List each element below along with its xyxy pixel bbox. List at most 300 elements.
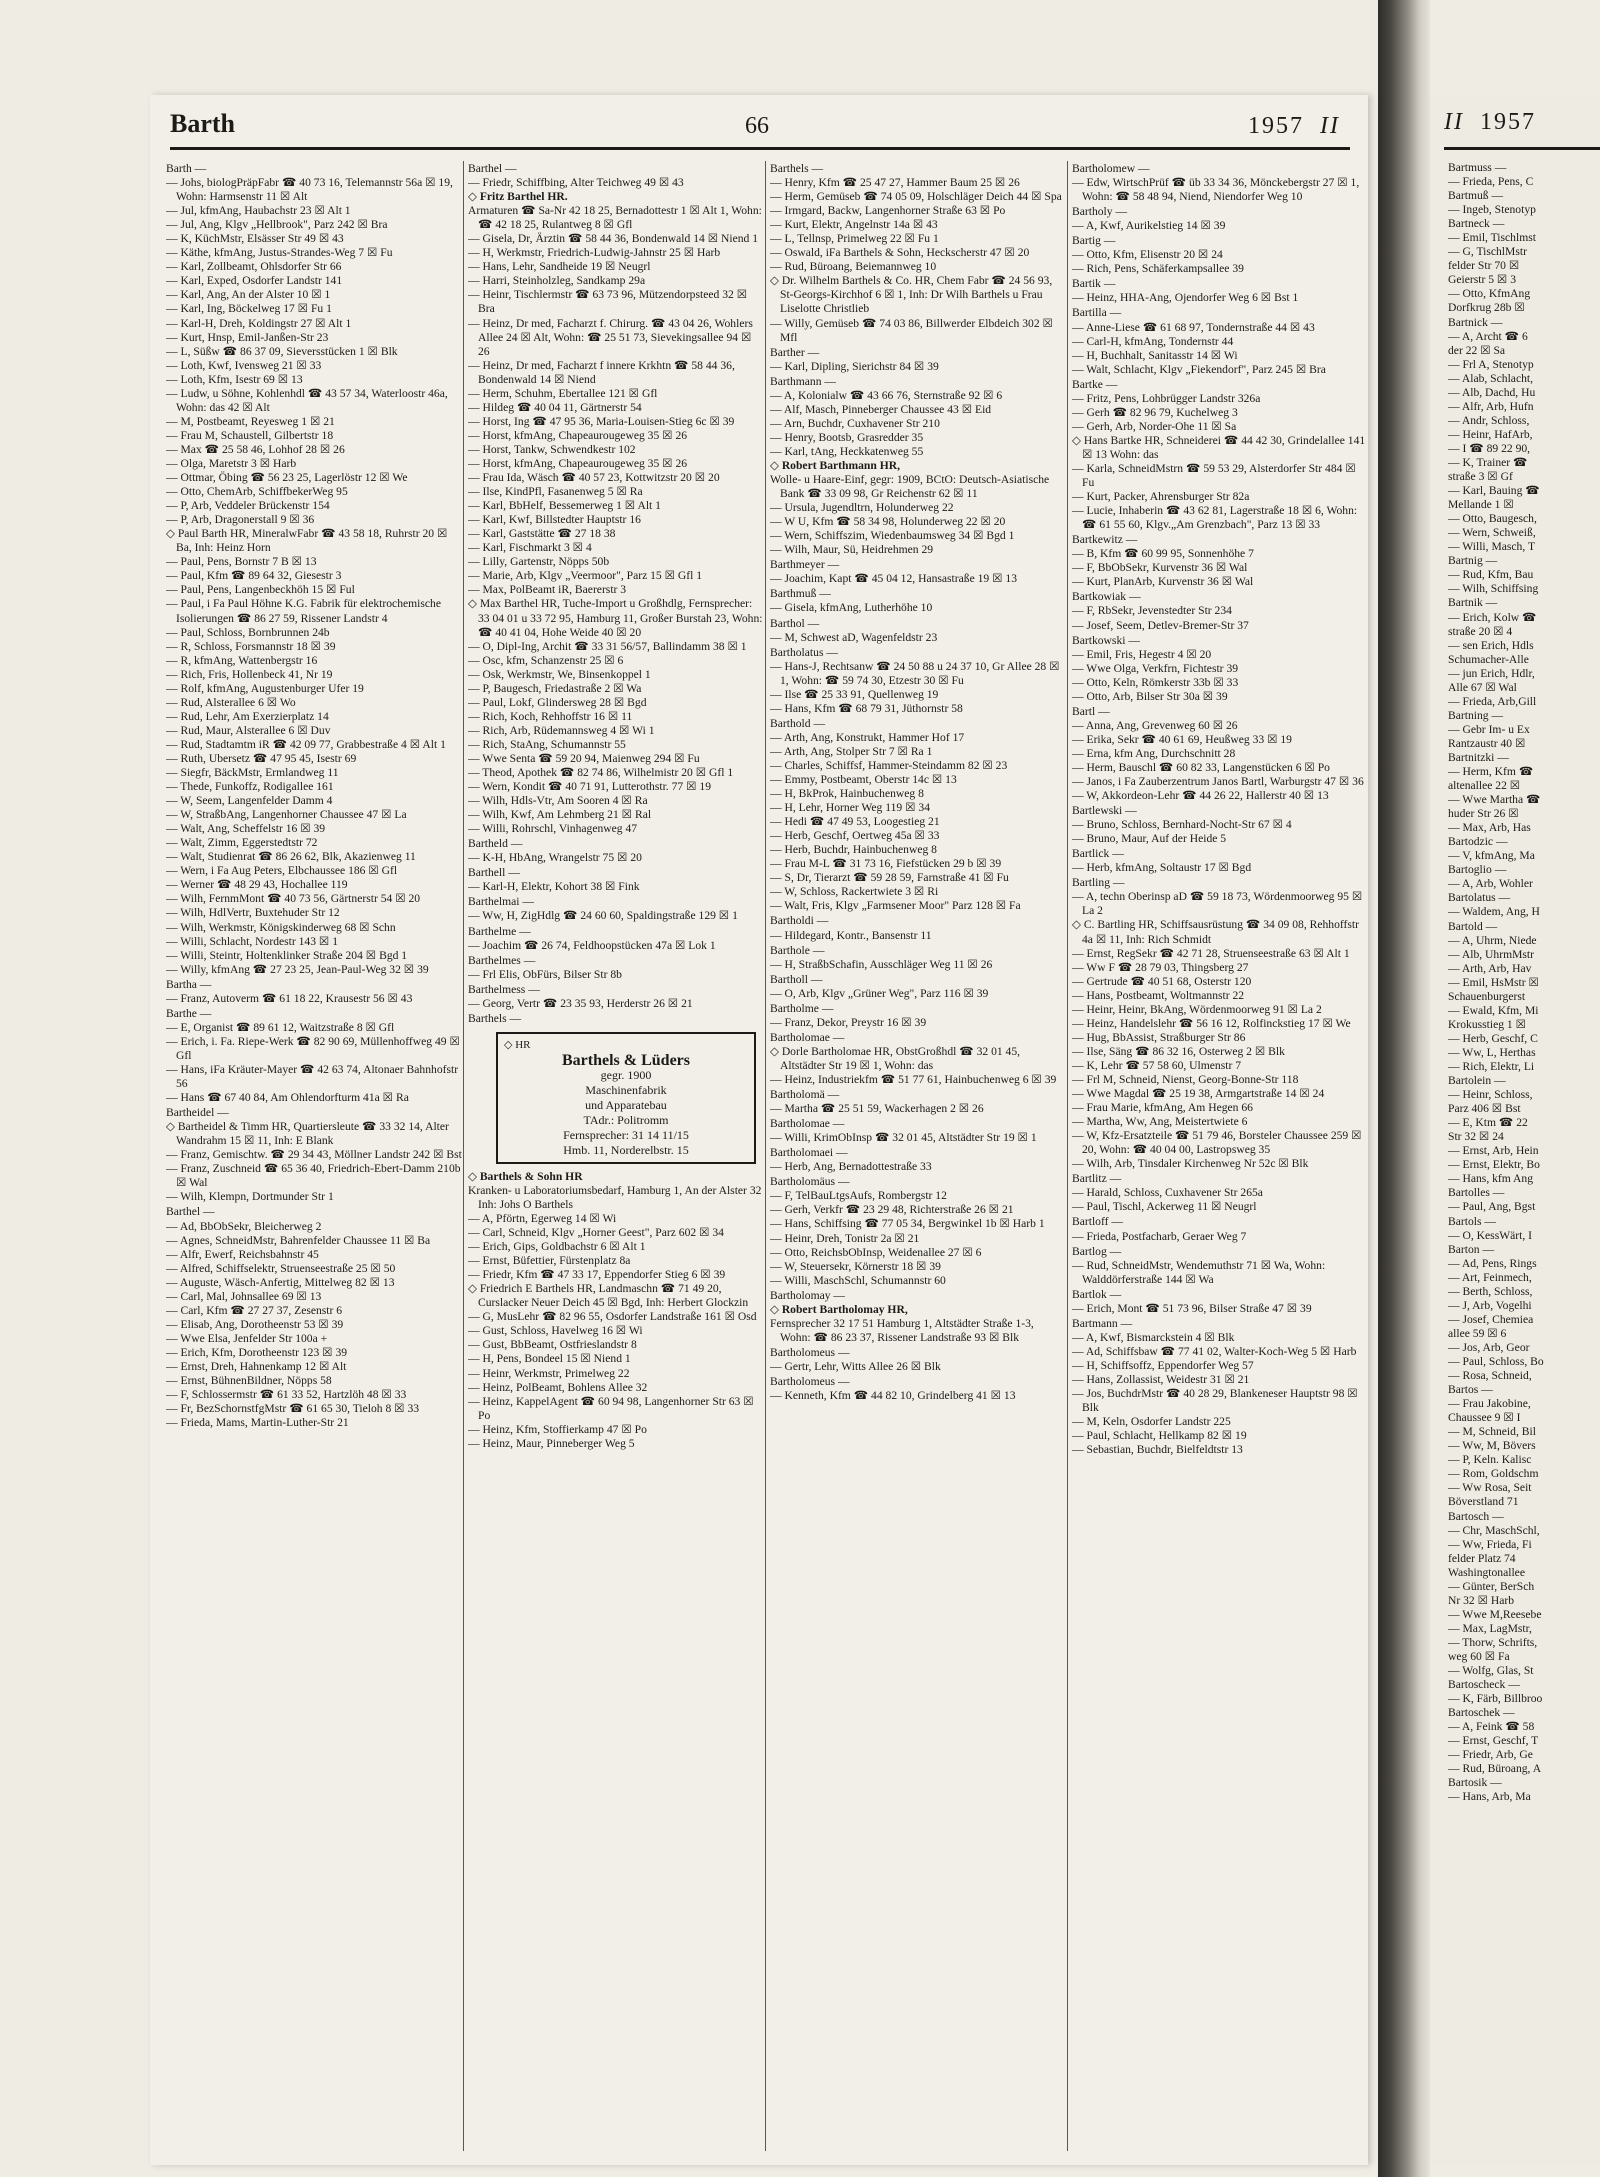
directory-entry: — Auguste, Wäsch-Anfertig, Mittelweg 82 ☒ 13 <box>166 1275 395 1289</box>
directory-entry: — Erich, Gips, Goldbachstr 6 ☒ Alt 1 <box>468 1240 646 1254</box>
right-entry: Bartnick — <box>1448 315 1503 329</box>
directory-entry: — Heinz, Dr med, Facharzt f. Chirurg. ☎ 43 04 26, Wohlers Allee 24 ☒ Alt, Wohn: ☎ 25 51 73, Sievekingsallee 94 ☒ 26 <box>468 316 753 358</box>
advertisement-box <box>496 1032 756 1164</box>
directory-entry: — Ludw, u Söhne, Kohlenhdl ☎ 43 57 34, Waterloostr 46a, Wohn: das 42 ☒ Alt <box>166 386 448 414</box>
directory-entry: — Alf, Masch, Pinneberger Chaussee 43 ☒ Eid <box>770 402 992 416</box>
directory-entry: — A, Kolonialw ☎ 43 66 76, Sternstraße 92 ☒ 6 <box>770 388 1003 402</box>
right-entry: — Emil, Tischlmst <box>1448 231 1536 245</box>
header-year-volume <box>1248 113 1340 140</box>
directory-entry: — Hans, Kfm ☎ 68 79 31, Jüthornstr 58 <box>770 701 963 715</box>
right-entry: — Rud, Büroang, A <box>1448 1762 1542 1776</box>
directory-entry: — Alfred, Schiffselektr, Struenseestraße 25 ☒ 50 <box>166 1261 396 1275</box>
directory-entry: — Paul, Tischl, Ackerweg 11 ☒ Neugrl <box>1072 1200 1257 1214</box>
directory-entry: — E, Organist ☎ 89 61 12, Waitzstraße 8 ☒ Gfl <box>166 1020 395 1034</box>
directory-entry: — Wilh, Hdls-Vtr, Am Sooren 4 ☒ Ra <box>468 794 648 808</box>
directory-entry: — Bruno, Schloss, Bernhard-Nocht-Str 67 ☒ 4 <box>1072 818 1292 832</box>
surname-heading: Barthe — <box>166 1006 212 1020</box>
surname-heading: Barthelmes — <box>468 953 536 967</box>
right-entry: Dorfkrug 28b ☒ <box>1448 301 1525 315</box>
right-entry: — A, Arb, Wohler <box>1448 877 1533 891</box>
right-entry: — Willi, Masch, T <box>1448 540 1536 554</box>
right-entry: — G, TischlMstr <box>1448 245 1527 259</box>
right-entry: — V, kfmAng, Ma <box>1448 849 1535 863</box>
right-entry: Bartnig — <box>1448 554 1498 568</box>
ad-line: und Apparatebau <box>585 1097 667 1112</box>
directory-entry: — W, Kfz-Ersatzteile ☎ 51 79 46, Borsteler Chaussee 259 ☒ 20, Wohn: ☎ 40 04 00, Lastropsweg 35 <box>1072 1129 1362 1157</box>
directory-entry: — Rud, Alsterallee 6 ☒ Wo <box>166 695 296 709</box>
directory-entry: — Erich, Mont ☎ 51 73 96, Bilser Straße 47 ☒ 39 <box>1072 1301 1312 1315</box>
directory-entry: — H, StraßbSchafin, Ausschläger Weg 11 ☒ 26 <box>770 957 993 971</box>
right-entry: Bartoglio — <box>1448 863 1507 877</box>
right-entry: — Paul, Ang, Bgst <box>1448 1200 1536 1214</box>
directory-entry: — Karl, BbHelf, Bessemerweg 1 ☒ Alt 1 <box>468 499 661 513</box>
directory-entry: — A, Kwf, Bismarckstein 4 ☒ Blk <box>1072 1330 1235 1344</box>
directory-entry: — Carl, Mal, Johnsallee 69 ☒ 13 <box>166 1289 322 1303</box>
right-entry: — Ww Rosa, Seit <box>1448 1481 1532 1495</box>
directory-entry: — Rich, Pens, Schäferkampsallee 39 <box>1072 262 1244 276</box>
directory-entry: — O, Dipl-Ing, Archit ☎ 33 31 56/57, Ballindamm 38 ☒ 1 <box>468 639 747 653</box>
directory-entry: — F, RbSekr, Jevenstedter Str 234 <box>1072 604 1232 618</box>
directory-entry: — Herm, Gemüseb ☎ 74 05 09, Holschläger Deich 44 ☒ Spa <box>770 190 1062 204</box>
directory-entry: — Heinr, Tischlermstr ☎ 63 73 96, Mützendorpsteed 32 ☒ Bra <box>468 288 748 316</box>
ad-line: TAdr.: Politromm <box>583 1112 669 1127</box>
directory-entry: — H, Schiffsoffz, Eppendorfer Weg 57 <box>1072 1358 1254 1372</box>
directory-entry: — Heinz, Dr med, Facharzt f innere Krkhtn ☎ 58 44 36, Bondenwald 14 ☒ Niend <box>468 358 735 386</box>
directory-entry: — Agnes, SchneidMstr, Bahrenfelder Chaussee 11 ☒ Ba <box>166 1233 431 1247</box>
directory-entry: — Walt, Studienrat ☎ 86 26 62, Blk, Akazienweg 11 <box>166 850 416 864</box>
directory-entry: — Frau Marie, kfmAng, Am Hegen 66 <box>1072 1101 1253 1115</box>
right-entry: — Ernst, Arb, Hein <box>1448 1144 1539 1158</box>
directory-entry: Armaturen ☎ Sa-Nr 42 18 25, Bernadottestr 1 ☒ Alt 1, Wohn: ☎ 42 18 25, Rulantweg 8 ☒ Gfl <box>468 204 762 232</box>
right-entry: huder Str 26 ☒ <box>1448 807 1519 821</box>
directory-entry: — Janos, i Fa Zauberzentrum Janos Bartl, Warburgstr 47 ☒ 36 <box>1072 775 1364 789</box>
directory-entry: — Anne-Liese ☎ 61 68 97, Tondernstraße 44 ☒ 43 <box>1072 320 1315 334</box>
page-number: 66 <box>745 113 769 139</box>
column-1 <box>166 161 462 2151</box>
surname-heading: Bartlitz — <box>1072 1172 1122 1186</box>
directory-entry: — Fritz, Pens, Lohbrügger Landstr 326a <box>1072 391 1261 405</box>
right-entry: — Ww, L, Herthas <box>1448 1045 1536 1059</box>
directory-entry: — Karl, Zollbeamt, Ohlsdorfer Str 66 <box>166 260 342 274</box>
right-page-header <box>1444 109 1536 136</box>
directory-entry: ◇ Friedrich E Barthels HR, Landmaschn ☎ 71 49 20, Curslacker Neuer Deich 45 ☒ Bgd, Inh: Herbert Glockzin <box>468 1282 749 1310</box>
directory-entry: — Heinr, Werkmstr, Primelweg 22 <box>468 1366 630 1380</box>
surname-heading: Barthel — <box>166 1205 215 1219</box>
directory-entry: Fernsprecher 32 17 51 Hamburg 1, Altstädter Straße 1-3, Wohn: ☎ 86 23 37, Rissener Landstraße 93 ☒ Blk <box>770 1316 1034 1344</box>
right-entry: Barton — <box>1448 1242 1495 1256</box>
directory-entry: — Heinz, PolBeamt, Bohlens Allee 32 <box>468 1380 648 1394</box>
right-entry: — Thorw, Schrifts, <box>1448 1635 1538 1649</box>
directory-entry: — Martha ☎ 25 51 59, Wackerhagen 2 ☒ 26 <box>770 1102 984 1116</box>
right-entry: weg 60 ☒ Fa <box>1448 1649 1510 1663</box>
right-entry: Str 32 ☒ 24 <box>1448 1130 1504 1144</box>
surname-heading: Bartmann — <box>1072 1316 1133 1330</box>
right-entry: — Wolfg, Glas, St <box>1448 1664 1534 1678</box>
directory-entry: — Oswald, iFa Barthels & Sohn, Heckscherstr 47 ☒ 20 <box>770 246 1030 260</box>
directory-entry: — Käthe, kfmAng, Justus-Strandes-Weg 7 ☒ Fu <box>166 246 393 260</box>
directory-entry: — Wilh, Kwf, Am Lehmberg 21 ☒ Ral <box>468 808 652 822</box>
directory-entry: — Werner ☎ 48 29 43, Hochallee 119 <box>166 878 348 892</box>
directory-entry: — Frl M, Schneid, Nienst, Georg-Bonne-Str 118 <box>1072 1073 1299 1086</box>
right-entry: — Berth, Schloss, <box>1448 1284 1533 1298</box>
directory-entry: — Willi, KrimObInsp ☎ 32 01 45, Altstädter Str 19 ☒ 1 <box>770 1131 1037 1145</box>
surname-heading: Bartholomay — <box>770 1288 846 1302</box>
right-entry: — Otto, Baugesch, <box>1448 512 1537 526</box>
directory-entry: — Rich, StaAng, Schumannstr 55 <box>468 737 626 751</box>
directory-entry: — Walt, Zimm, Eggerstedtstr 72 <box>166 836 318 850</box>
right-entry: Nr 32 ☒ Harb <box>1448 1593 1515 1607</box>
directory-entry: — Heinr, Heinr, BkAng, Wördenmoorweg 91 ☒ La 2 <box>1072 1002 1322 1016</box>
directory-entry: — Charles, Schiffsf, Hammer-Steindamm 82 ☒ 23 <box>770 758 1008 772</box>
right-entry: Bartolatus — <box>1448 891 1511 905</box>
directory-entry: — Hans, Lehr, Sandheide 19 ☒ Neugrl <box>468 260 651 274</box>
directory-entry: ◇ C. Bartling HR, Schiffsausrüstung ☎ 34 09 08, Rehhoffstr 4a ☒ 11, Inh: Rich Schmidt <box>1072 918 1360 946</box>
directory-entry: — Ottmar, Öbing ☎ 56 23 25, Lagerlöstr 12 ☒ We <box>166 471 408 485</box>
directory-entry: — Ruth, Ubersetz ☎ 47 95 45, Isestr 69 <box>166 751 357 765</box>
directory-entry: — Johs, biologPräpFabr ☎ 40 73 16, Telemannstr 56a ☒ 19, Wohn: Harmsenstr 11 ☒ Alt <box>166 176 453 204</box>
directory-entry: — Otto, Arb, Bilser Str 30a ☒ 39 <box>1072 689 1228 703</box>
directory-entry: — Paul, i Fa Paul Höhne K.G. Fabrik für elektrochemische Isolierungen ☎ 86 27 59, Rissener Landstr 4 <box>166 597 441 625</box>
right-entry: — Wwe M,Reesebe <box>1448 1607 1542 1621</box>
right-entry: Bartmuß — <box>1448 189 1504 203</box>
surname-heading: Bartholdi — <box>770 914 829 928</box>
right-entry: — A, Archt ☎ 6 <box>1448 329 1528 343</box>
right-entry: — Hans, kfm Ang <box>1448 1172 1534 1186</box>
directory-entry: — Kurt, Hnsp, Emil-Janßen-Str 23 <box>166 330 329 344</box>
directory-entry: — Wwe Olga, Verkfrn, Fichtestr 39 <box>1072 661 1239 675</box>
directory-entry: — Franz, Dekor, Preystr 16 ☒ 39 <box>770 1015 927 1029</box>
directory-entry: ◇ Barthels & Sohn HR <box>468 1169 583 1183</box>
right-entry: — Herm, Kfm ☎ <box>1448 765 1534 779</box>
column-2 <box>468 161 764 2151</box>
right-entry: — Ewald, Kfm, Mi <box>1448 1003 1539 1017</box>
directory-entry: — Marie, Arb, Klgv „Veermoor", Parz 15 ☒ Gfl 1 <box>468 569 703 583</box>
directory-entry: — Paul, Schloss, Bornbrunnen 24b <box>166 625 330 639</box>
right-entry: — Max, Arb, Has <box>1448 821 1531 835</box>
right-entry: — Alb, UhrmMstr <box>1448 947 1534 961</box>
directory-entry: — Karl, Exped, Osdorfer Landstr 141 <box>166 274 343 288</box>
directory-entry: — Henry, Kfm ☎ 25 47 27, Hammer Baum 25 ☒ 26 <box>770 176 1020 190</box>
right-entry: Schumacher-Alle <box>1448 652 1529 666</box>
surname-heading: Bartholomew — <box>1072 162 1150 175</box>
directory-entry: — Erna, kfm Ang, Durchschnitt 28 <box>1072 746 1236 760</box>
directory-entry: — W, StraßbAng, Langenhorner Chaussee 47 ☒ La <box>166 808 407 822</box>
directory-entry: — Josef, Seem, Detlev-Bremer-Str 37 <box>1072 618 1249 632</box>
directory-entry: — Ilse, KindPfl, Fasanenweg 5 ☒ Ra <box>468 485 643 499</box>
right-entry: — Friedr, Arb, Ge <box>1448 1748 1533 1762</box>
surname-heading: Bartholomae — <box>770 1117 845 1131</box>
surname-heading: Barthels — <box>770 162 824 175</box>
directory-entry: — Ilse, Säng ☎ 86 32 16, Osterweg 2 ☒ Blk <box>1072 1044 1285 1058</box>
directory-entry: ◇ Hans Bartke HR, Schneiderei ☎ 44 42 30, Grindelallee 141 ☒ 13 Wohn: das <box>1072 433 1366 461</box>
directory-entry: — Karl-H, Dreh, Koldingstr 27 ☒ Alt 1 <box>166 316 352 330</box>
right-entry: Bartnik — <box>1448 596 1498 610</box>
surname-heading: Bartloff — <box>1072 1215 1123 1229</box>
directory-entry: — Erich, Kfm, Dorotheenstr 123 ☒ 39 <box>166 1345 348 1359</box>
directory-entry: — K, KüchMstr, Elsässer Str 49 ☒ 43 <box>166 232 344 246</box>
right-entry: — O, KessWärt, I <box>1448 1228 1533 1242</box>
right-entry: Alle 67 ☒ Wal <box>1448 680 1517 694</box>
right-entry: — sen Erich, Hdls <box>1448 638 1534 652</box>
directory-entry: ◇ Robert Barthmann HR, <box>770 458 901 472</box>
surname-heading: Bartholomeus — <box>770 1345 850 1359</box>
right-entry: — Heinr, HafArb, <box>1448 427 1533 441</box>
right-entry: — Herb, Geschf, C <box>1448 1031 1538 1045</box>
directory-entry: — Rud, Büroang, Beiemannweg 10 <box>770 260 937 274</box>
directory-entry: ◇ Paul Barth HR, MineralwFabr ☎ 43 58 18, Ruhrstr 20 ☒ Ba, Inh: Heinz Horn <box>166 527 448 555</box>
right-entry: Bartosik — <box>1448 1776 1502 1790</box>
ad-line: Maschinenfabrik <box>585 1082 667 1097</box>
directory-entry: — Frieda, Mams, Martin-Luther-Str 21 <box>166 1416 349 1430</box>
directory-entry: — Thede, Funkoffz, Rodigallee 161 <box>166 780 334 794</box>
directory-entry: — F, BbObSekr, Kurvenstr 36 ☒ Wal <box>1072 561 1248 575</box>
directory-entry: — Rud, Stadtamtm iR ☎ 42 09 77, Grabbestraße 4 ☒ Alt 1 <box>166 737 446 751</box>
right-entry: Böverstland 71 <box>1448 1495 1519 1509</box>
surname-heading: Bartholomeus — <box>770 1374 850 1388</box>
directory-entry: — Hildeg ☎ 40 04 11, Gärtnerstr 54 <box>468 400 642 414</box>
directory-entry: ◇ Dorle Bartholomae HR, ObstGroßhdl ☎ 32 01 45, Altstädter Str 19 ☒ 1, Wohn: das <box>770 1044 1021 1072</box>
directory-entry: — Heinz, KappelAgent ☎ 60 94 98, Langenhorner Str 63 ☒ Po <box>468 1394 754 1422</box>
directory-entry: — W, Akkordeon-Lehr ☎ 44 26 22, Hallerstr 40 ☒ 13 <box>1072 789 1329 803</box>
directory-entry: — Max ☎ 25 58 46, Lohhof 28 ☒ 26 <box>166 442 345 456</box>
directory-entry: — Erika, Sekr ☎ 40 61 69, Heußweg 33 ☒ 19 <box>1072 732 1292 746</box>
surname-heading: Barthels — <box>468 1011 522 1025</box>
directory-entry: — W, Schloss, Rackertwiete 3 ☒ Ri <box>770 885 939 899</box>
directory-entry: — Lilly, Gartenstr, Nöpps 50b <box>468 555 610 569</box>
right-entry: Bartnitzki — <box>1448 750 1509 764</box>
directory-entry: — Wwe Senta ☎ 59 20 94, Maienweg 294 ☒ Fu <box>468 751 700 765</box>
surname-heading: Bartke — <box>1072 377 1118 391</box>
right-entry: — Ad, Pens, Rings <box>1448 1256 1537 1270</box>
directory-page-right <box>1430 95 1600 2165</box>
directory-entry: — Hans, iFa Kräuter-Mayer ☎ 42 63 74, Altonaer Bahnhofstr 56 <box>166 1063 459 1091</box>
directory-entry: — Max, PolBeamt iR, Baererstr 3 <box>468 583 627 597</box>
directory-entry: — Gisela, Dr, Ärztin ☎ 58 44 36, Bondenwald 14 ☒ Niend 1 <box>468 232 759 246</box>
header-surname: Barth <box>170 109 235 138</box>
directory-entry: — Herb, Geschf, Oertweg 45a ☒ 33 <box>770 829 940 843</box>
directory-entry: — W U, Kfm ☎ 58 34 98, Holunderweg 22 ☒ 20 <box>770 515 1006 529</box>
right-entry: — Jos, Arb, Geor <box>1448 1340 1530 1354</box>
surname-heading: Bartholomaei — <box>770 1146 848 1160</box>
right-entry: — Hans, Arb, Ma <box>1448 1790 1531 1804</box>
right-entry: felder Str 70 ☒ <box>1448 259 1520 273</box>
directory-entry: — H, BkProk, Hainbuchenweg 8 <box>770 787 924 801</box>
directory-entry: — Rich, Koch, Rehhoffstr 16 ☒ 11 <box>468 709 633 723</box>
directory-entry: — Walt, Fris, Klgv „Farmsener Moor" Parz 128 ☒ Fa <box>770 899 1021 913</box>
directory-entry: — Ad, Schiffsbaw ☎ 77 41 02, Walter-Koch-Weg 5 ☒ Harb <box>1072 1344 1357 1358</box>
directory-entry: — Carl-H, kfmAng, Tondernstr 44 <box>1072 334 1234 348</box>
directory-entry: — Georg, Vertr ☎ 23 35 93, Herderstr 26 ☒ 21 <box>468 996 693 1010</box>
directory-entry: — Gertrude ☎ 40 51 68, Osterstr 120 <box>1072 974 1252 988</box>
right-entry: Bartols — <box>1448 1214 1496 1228</box>
right-entry: — Paul, Schloss, Bo <box>1448 1354 1544 1368</box>
directory-entry: — Wilh, HdlVertr, Buxtehuder Str 12 <box>166 906 340 920</box>
directory-entry: — Hans, Postbeamt, Woltmannstr 22 <box>1072 988 1245 1002</box>
ad-line: Fernsprecher: 31 14 11/15 <box>563 1127 689 1142</box>
directory-entry: — F, TelBauLtgsAufs, Rombergstr 12 <box>770 1189 947 1203</box>
directory-entry: — Fr, BezSchornstfgMstr ☎ 61 65 30, Tieloh 8 ☒ 33 <box>166 1402 420 1416</box>
surname-heading: Bartling — <box>1072 876 1125 890</box>
directory-entry: — Herm, Schuhm, Ebertallee 121 ☒ Gfl <box>468 386 658 400</box>
right-entry: — Josef, Chemiea <box>1448 1312 1534 1326</box>
surname-heading: Barthelme — <box>468 924 531 938</box>
directory-entry: — Otto, Kfm, Elisenstr 20 ☒ 24 <box>1072 248 1223 262</box>
directory-entry: ◇ Bartheidel & Timm HR, Quartiersleute ☎ 33 32 14, Alter Wandrahm 15 ☒ 11, Inh: E Blank <box>166 1120 449 1148</box>
directory-entry: — Karla, SchneidMstrn ☎ 59 53 29, Alsterdorfer Str 484 ☒ Fu <box>1072 461 1356 490</box>
directory-entry: — Karl, Ang, An der Alster 10 ☒ 1 <box>166 288 331 302</box>
directory-entry: — Franz, Autoverm ☎ 61 18 22, Krausestr 56 ☒ 43 <box>166 991 413 1005</box>
right-entry: — Ernst, Elektr, Bo <box>1448 1158 1540 1172</box>
directory-entry: — Paul, Pens, Langenbeckhöh 15 ☒ Ful <box>166 583 355 597</box>
directory-entry: — Heinr, Dreh, Tonistr 2a ☒ 21 <box>770 1231 920 1245</box>
directory-entry: — Heinz, Industriekfm ☎ 51 77 61, Hainbuchenweg 6 ☒ 39 <box>770 1073 1057 1086</box>
directory-entry: — R, Schloss, Forsmannstr 18 ☒ 39 <box>166 639 336 653</box>
directory-entry: — Paul, Kfm ☎ 89 64 32, Giesestr 3 <box>166 569 342 583</box>
directory-entry: — Osc, kfm, Schanzenstr 25 ☒ 6 <box>468 653 624 667</box>
directory-entry: — Hans, Zollassist, Weidestr 31 ☒ 21 <box>1072 1372 1250 1386</box>
directory-entry: — Ernst, BühnenBildner, Nöpps 58 <box>166 1374 332 1388</box>
directory-entry: — Hans-J, Rechtsanw ☎ 24 50 88 u 24 37 10, Gr Allee 28 ☒ 1, Wohn: ☎ 59 74 30, Etzestr 30 ☒ Fu <box>770 659 1060 687</box>
surname-heading: Bartig — <box>1072 234 1116 248</box>
surname-heading: Bartholomä — <box>770 1088 840 1102</box>
surname-heading: Barthold — <box>770 716 826 730</box>
page-header <box>170 105 1350 150</box>
right-entry: straße 20 ☒ 4 <box>1448 624 1513 638</box>
right-entry: — Ingeb, Stenotyp <box>1448 203 1536 217</box>
directory-entry: — Heinz, Kfm, Stoffierkamp 47 ☒ Po <box>468 1422 647 1436</box>
right-entry: allee 59 ☒ 6 <box>1448 1326 1507 1340</box>
directory-entry: — Ernst, Dreh, Hahnenkamp 12 ☒ Alt <box>166 1359 347 1373</box>
directory-entry: — Gisela, kfmAng, Lutherhöhe 10 <box>770 601 933 615</box>
directory-entry: — Paul, Schlacht, Hellkamp 82 ☒ 19 <box>1072 1429 1247 1443</box>
right-entry: Bartos — <box>1448 1383 1493 1397</box>
surname-heading: Barth — <box>166 162 207 175</box>
directory-entry: — Joachim ☎ 26 74, Feldhoopstücken 47a ☒ Lok 1 <box>468 938 716 952</box>
directory-entry: — Carl, Kfm ☎ 27 27 37, Zesenstr 6 <box>166 1303 343 1317</box>
right-entry: — Rom, Goldschm <box>1448 1467 1539 1481</box>
directory-entry: — H, Pens, Bondeel 15 ☒ Niend 1 <box>468 1352 631 1366</box>
right-entry: — J, Arb, Vogelhi <box>1448 1298 1532 1312</box>
directory-entry: — Loth, Kwf, Ivensweg 21 ☒ 33 <box>166 358 322 372</box>
right-entry: — Arth, Arb, Hav <box>1448 961 1532 975</box>
surname-heading: Bartkewitz — <box>1072 533 1138 547</box>
directory-entry: — M, Keln, Osdorfer Landstr 225 <box>1072 1415 1231 1429</box>
right-entry: Geierstr 5 ☒ 3 <box>1448 273 1517 287</box>
directory-entry: — O, Arb, Klgv „Grüner Weg", Parz 116 ☒ 39 <box>770 986 989 1000</box>
directory-entry: — A, Pförtn, Egerweg 14 ☒ Wi <box>468 1212 617 1225</box>
directory-entry: — F, Schlossermstr ☎ 61 33 52, Hartzlöh 48 ☒ 33 <box>166 1388 407 1402</box>
directory-entry: — Wwe Elsa, Jenfelder Str 100a + <box>166 1331 328 1345</box>
directory-entry: — M, Schwest aD, Wagenfeldstr 23 <box>770 630 938 644</box>
surname-heading: Bartheld — <box>468 837 523 851</box>
directory-entry: — H, Buchhalt, Sanitasstr 14 ☒ Wi <box>1072 348 1238 362</box>
directory-entry: — H, Werkmstr, Friedrich-Ludwig-Jahnstr 25 ☒ Harb <box>468 246 721 260</box>
right-entry: — M, Schneid, Bil <box>1448 1425 1536 1439</box>
right-entry: Mellande 1 ☒ <box>1448 498 1514 512</box>
directory-entry: — L, Tellnsp, Primelweg 22 ☒ Fu 1 <box>770 232 939 246</box>
right-entry: — Alfr, Arb, Hufn <box>1448 399 1534 413</box>
directory-entry: — Walt, Ang, Scheffelstr 16 ☒ 39 <box>166 822 326 836</box>
right-entry: — Rich, Elektr, Li <box>1448 1060 1535 1073</box>
right-entry: — Frieda, Arb,Gill <box>1448 694 1537 708</box>
directory-entry: — Carl, Schneid, Klgv „Horner Geest", Parz 602 ☒ 34 <box>468 1226 724 1240</box>
directory-entry: — Jos, BuchdrMstr ☎ 40 28 29, Blankeneser Hauptstr 98 ☒ Blk <box>1072 1387 1358 1415</box>
surname-heading: Barthmann — <box>770 374 837 388</box>
right-entry: Bartmuss — <box>1448 161 1507 174</box>
directory-entry: — P, Arb, Veddeler Brückenstr 154 <box>166 499 330 513</box>
right-entry: Bartneck — <box>1448 217 1505 231</box>
directory-entry: — Hans ☎ 67 40 84, Am Ohlendorfturm 41a ☒ Ra <box>166 1091 409 1105</box>
surname-heading: Barthol — <box>770 616 820 630</box>
surname-heading: Bartkowiak — <box>1072 590 1141 604</box>
surname-heading: Barthmuß — <box>770 587 831 601</box>
directory-entry: — Herb, kfmAng, Soltaustr 17 ☒ Bgd <box>1072 861 1252 875</box>
right-entry: — I ☎ 89 22 90, <box>1448 441 1531 455</box>
directory-entry: — Wern, i Fa Aug Peters, Elbchaussee 186 ☒ Gfl <box>166 864 398 878</box>
surname-heading: Bartl — <box>1072 704 1110 718</box>
surname-heading: Bartlok — <box>1072 1287 1122 1301</box>
right-entry: — Ernst, Geschf, T <box>1448 1734 1539 1748</box>
directory-entry: — Rud, SchneidMstr, Wendemuthstr 71 ☒ Wa, Wohn: Walddörferstraße 144 ☒ Wa <box>1072 1258 1326 1286</box>
right-entry: — Heinr, Schloss, <box>1448 1088 1533 1102</box>
right-entry: — Frl A, Stenotyp <box>1448 357 1534 371</box>
right-entry: Bartolein — <box>1448 1074 1506 1088</box>
right-entry: — Ww, M, Bövers <box>1448 1439 1536 1453</box>
directory-entry: — Friedr, Kfm ☎ 47 33 17, Eppendorfer Stieg 6 ☒ 39 <box>468 1268 726 1282</box>
right-entry: — Chr, MaschSchl, <box>1448 1523 1540 1537</box>
right-entry: Bartolles — <box>1448 1186 1505 1200</box>
surname-heading: Bartholomae — <box>770 1030 845 1044</box>
directory-entry: — B, Kfm ☎ 60 99 95, Sonnenhöhe 7 <box>1072 547 1254 561</box>
directory-entry: — Franz, Zuschneid ☎ 65 36 40, Friedrich-Ebert-Damm 210b ☒ Wal <box>166 1162 461 1190</box>
right-column <box>1448 161 1600 2151</box>
surname-heading: Barthelmess — <box>468 982 540 996</box>
directory-entry: — Hedi ☎ 47 49 53, Loogestieg 21 <box>770 815 940 829</box>
directory-entry: — Wilh, Maur, Sü, Heidrehmen 29 <box>770 543 934 557</box>
right-entry: — Otto, KfmAng <box>1448 287 1531 301</box>
ad-line: gegr. 1900 <box>600 1067 652 1082</box>
right-entry: — Emil, HsMstr ☒ <box>1448 975 1539 989</box>
surname-heading: Bartholatus — <box>770 645 838 659</box>
directory-entry: — Otto, ChemArb, SchiffbekerWeg 95 <box>166 485 348 499</box>
directory-entry: — Franz, Gemischtw. ☎ 29 34 43, Möllner Landstr 242 ☒ Bst <box>166 1148 462 1162</box>
surname-heading: Bartik — <box>1072 277 1116 291</box>
directory-entry: — Wilh, FernmMont ☎ 40 73 56, Gärtnerstr 54 ☒ 20 <box>166 892 421 906</box>
directory-entry: — Heinz, HHA-Ang, Ojendorfer Weg 6 ☒ Bst 1 <box>1072 291 1299 305</box>
right-entry: der 22 ☒ Sa <box>1448 343 1506 357</box>
directory-entry: — Frau M-L ☎ 31 73 16, Fiefstücken 29 b ☒ 39 <box>770 857 1002 871</box>
surname-heading: Barthelmai — <box>468 895 535 909</box>
directory-entry: — Kurt, Packer, Ahrensburger Str 82a <box>1072 490 1250 504</box>
directory-entry: — Rolf, kfmAng, Augustenburger Ufer 19 <box>166 681 364 695</box>
directory-entry: — Gerh ☎ 82 96 79, Kuchelweg 3 <box>1072 405 1238 419</box>
directory-entry: — Kenneth, Kfm ☎ 44 82 10, Grindelberg 41 ☒ 13 <box>770 1389 1016 1403</box>
directory-entry: — Frl Elis, ObFürs, Bilser Str 8b <box>468 967 622 981</box>
directory-entry: — Herb, Buchdr, Hainbuchenweg 8 <box>770 843 937 857</box>
directory-entry: — Karl, Gaststätte ☎ 27 18 38 <box>468 527 616 541</box>
directory-entry: — Theod, Apothek ☎ 82 74 86, Wilhelmistr 20 ☒ Gfl 1 <box>468 766 734 780</box>
directory-entry: Kranken- u Laboratoriumsbedarf, Hamburg 1, An der Alster 32 Inh: Johs O Barthels <box>468 1183 762 1211</box>
directory-entry: — Anna, Ang, Grevenweg 60 ☒ 26 <box>1072 718 1238 732</box>
directory-entry: — Horst, kfmAng, Chapeaurougeweg 35 ☒ 26 <box>468 456 688 470</box>
surname-heading: Bartholme — <box>770 1001 834 1015</box>
directory-entry: — Kurt, PlanArb, Kurvenstr 36 ☒ Wal <box>1072 575 1254 589</box>
right-entry: Chaussee 9 ☒ I <box>1448 1411 1521 1425</box>
right-entry: Bartodzic — <box>1448 835 1508 849</box>
directory-entry: — Frau M, Schaustell, Gilbertstr 18 <box>166 428 334 442</box>
directory-entry: — Olga, Maretstr 3 ☒ Harb <box>166 456 297 470</box>
directory-entry: — Elisab, Ang, Dorotheenstr 53 ☒ 39 <box>166 1317 344 1331</box>
